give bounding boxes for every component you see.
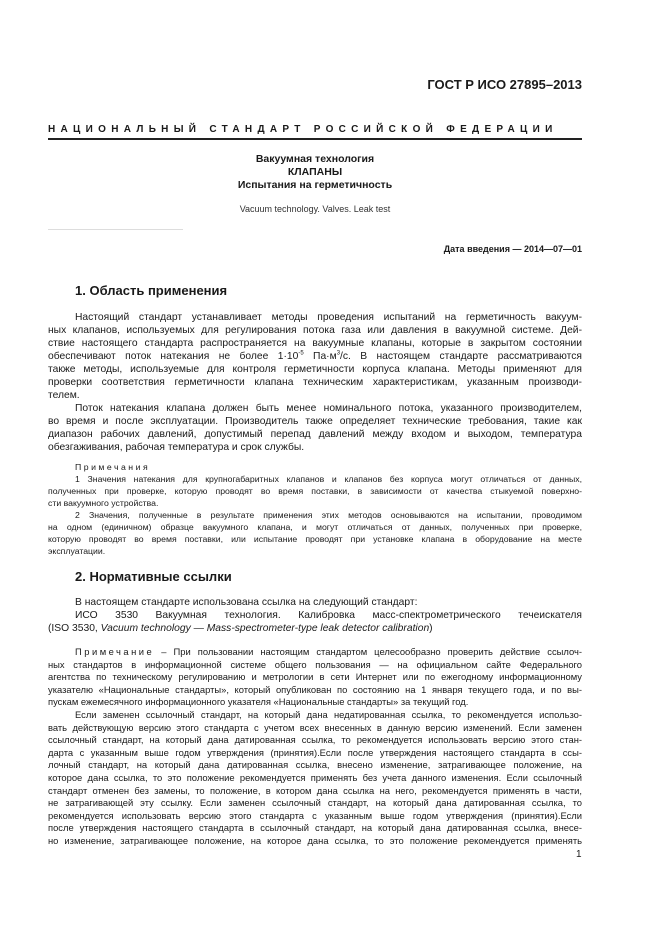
text-line: не затрагивающей эту ссылку. Если заменен ссылочный стандарт, на который дана датированная ссылка, то (48, 797, 582, 809)
title-line: Испытания на герметичность (237, 179, 393, 191)
title-line: Вакуумная технология (255, 153, 375, 165)
text-line: ссылочный стандарт, на который дана датированная ссылка, то рекомендуется использовать версию этого стан- (48, 734, 582, 746)
text-line: вать действующую версию этого стандарта с учетом всех внесенных в данную версию изменений. Если заменен (48, 721, 582, 733)
section-heading: 1. Область применения (75, 283, 228, 298)
notes-label: Примечания (75, 462, 151, 472)
text-line: стандарт отменен без замены, то положение, в котором дана ссылка на него, рекомендуется применять в части, (48, 784, 582, 796)
divider (48, 229, 183, 230)
standard-code: ГОСТ Р ИСО 27895–2013 (427, 77, 582, 92)
text-line: обезгаживания, рабочая температура и срок службы. (48, 442, 305, 453)
page-number: 1 (576, 849, 582, 860)
text-line: которое дана ссылка, то это положение рекомендуется применять без учета данного изменения. Если ссылочный (48, 771, 582, 783)
banner: НАЦИОНАЛЬНЫЙ СТАНДАРТ РОССИЙСКОЙ ФЕДЕРАЦИИ (48, 124, 558, 135)
title-line: КЛАПАНЫ (287, 166, 343, 178)
note-label: Примечание (75, 646, 155, 657)
text-line: пускам ежемесячного информационного указателя «Национальные стандарты» за текущий год. (48, 696, 469, 708)
text: ) (429, 623, 433, 634)
effective-date: Дата введения — 2014—07—01 (443, 244, 582, 254)
text-line: на одном (единичном) образце вакуумного клапана, и могут отличаться от данных, полученных при проверке, (48, 522, 582, 532)
text-line: которую проводят во время поставки, или испытание проводят при установке клапана в оборудование на месте (48, 534, 582, 544)
text-line: дарта с указанным выше годом утверждения (принятия).Если после утверждения настоящего стандарта в ссы- (48, 746, 582, 758)
text-line: ствие настоящего стандарта распространяется на вакуумные клапаны, которые в закрытом состоянии (48, 338, 582, 349)
text-line: указателю «Национальные стандарты», который опубликован по состоянию на 1 января текущего года, и по вы- (48, 683, 582, 695)
text: (ISO 3530, (48, 623, 101, 634)
section2-references (48, 596, 582, 635)
english-title: Vacuum technology. Valves. Leak test (239, 204, 391, 214)
banner-rule (48, 138, 582, 140)
exponent: -5 (298, 350, 304, 357)
text-line: сти вакуумного устройства. (48, 498, 159, 508)
section1-paragraph-1 (48, 311, 582, 454)
text-line: агентства по техническому регулированию и метрологии в сети Интернет или по ежегодному информационному (48, 671, 582, 683)
text-line: 1 Значения натекания для крупногабаритных клапанов и клапанов без корпуса могут отличаться от данных, (75, 474, 582, 484)
text-line: Поток натекания клапана должен быть менее номинального потока, указанного производителем, (75, 403, 582, 414)
text-line: полученных при проверке, которую проводят во время поставки, в зависимости от качества стыкуемой поверхно- (48, 486, 582, 496)
text-line: Настоящий стандарт устанавливает методы проведения испытаний на герметичность вакуум- (75, 312, 582, 323)
text-line: после утверждения настоящего стандарта в ссылочный стандарт, на который дана датированная ссылка, внесе- (48, 822, 582, 834)
section1-notes (48, 461, 582, 557)
text-line: во время и после эксплуатации. Производитель также определяет технические требования, такие как (48, 416, 582, 427)
text-line: эксплуатации. (48, 546, 106, 556)
text: – При пользовании настоящим стандартом целесообразно проверить действие ссылоч- (161, 646, 582, 657)
text-line: но изменение, затрагивающее положение, на которое дана ссылка, то это положение рекомендуется применять (48, 834, 582, 846)
text: /с. В настоящем стандарте рассматриваются (340, 351, 582, 362)
reference-line (48, 622, 582, 635)
text: Па·м (303, 351, 337, 362)
section-heading: 2. Нормативные ссылки (75, 569, 232, 584)
text-line: проверки соответствия герметичности клапана техническим характеристикам, указанным производи- (48, 377, 582, 388)
section2-note (48, 646, 582, 848)
text-line: диапазон рабочих давлений, допустимый перепад давлений между входом и выходом, температура (48, 429, 582, 440)
text-line (48, 646, 582, 659)
exponent: 3 (336, 350, 341, 357)
text-line: рекомендуется использовать версию этого стандарта с указанным выше годом утверждения (принятия).Если (48, 809, 582, 821)
text-line: лочный стандарт, на который дана датированная ссылка, внесено изменение, затрагивающее положение, на (48, 759, 582, 771)
text-line: ных стандартов в информационной системе общего пользования — на официальном сайте Федерального (48, 658, 582, 670)
formula-line (48, 350, 582, 363)
text-line: также методы, используемые для контроля герметичности корпуса клапана. Методы применяют для (48, 364, 582, 375)
reference-line: ИСО 3530 Вакуумная технология. Калибровка масс-спектрометрического течеискателя (75, 610, 582, 621)
text-line: телем. (48, 390, 80, 401)
text-line: Если заменен ссылочный стандарт, на который дана недатированная ссылка, то рекомендуется использо- (75, 708, 582, 720)
title-block (48, 153, 582, 192)
text: Vacuum technology — Mass-spectrometer-type leak detector calibration (100, 623, 430, 634)
text-line: 2 Значения, полученные в результате применения этих методов основываются на испытании, проводимом (75, 510, 582, 520)
text-line: ных клапанов, используемых для регулирования потока газа или давления в вакуумной системе. Дей- (48, 325, 582, 336)
text-line: В настоящем стандарте использована ссылка на следующий стандарт: (75, 597, 418, 608)
text: обеспечивают поток натекания не более 1·10 (48, 351, 299, 362)
